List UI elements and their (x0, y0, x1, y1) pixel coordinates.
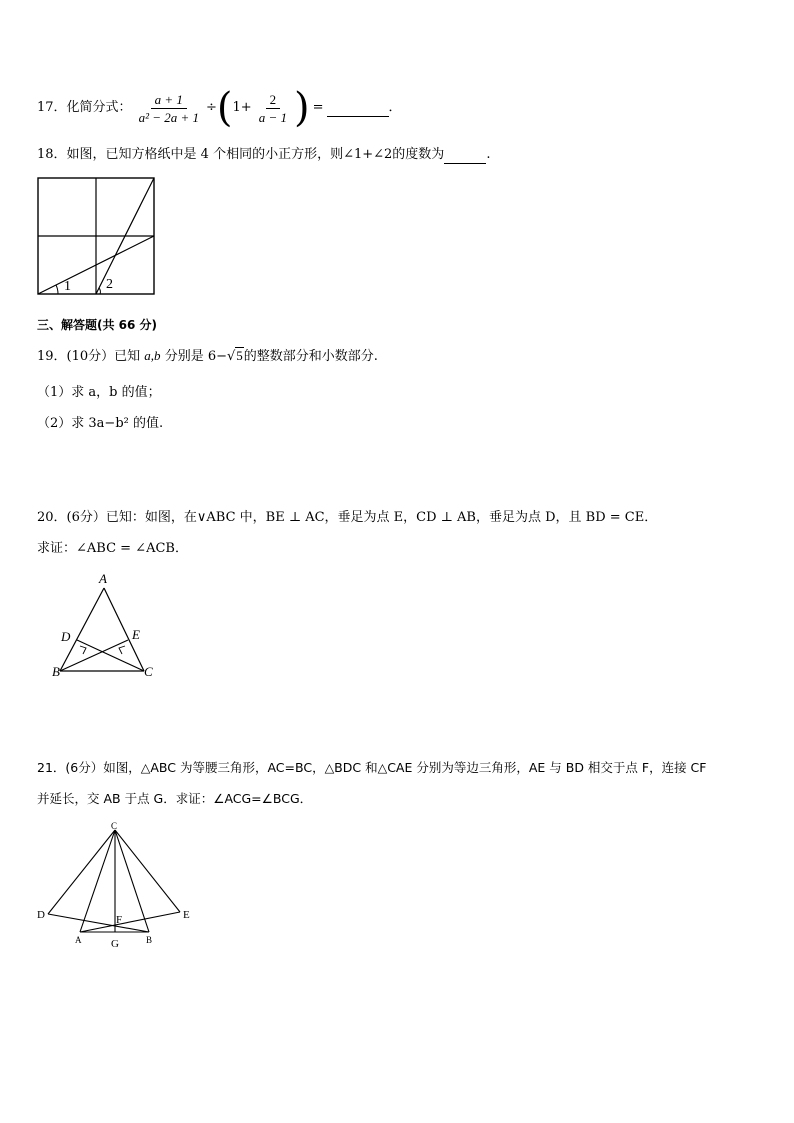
q20-line-2: 求证：∠ABC = ∠ACB． (37, 541, 188, 556)
q17-right-paren: ) (293, 85, 310, 131)
q19-vars: a,b (144, 348, 161, 363)
label-A: A (75, 935, 82, 945)
q19-mid: 分别是 6− (164, 349, 227, 364)
q17-fraction-2-numerator: 2 (266, 91, 281, 109)
segment-CD (77, 640, 144, 671)
label-F: F (116, 914, 123, 926)
angle-2-arc (99, 288, 100, 294)
label-D: D (37, 909, 45, 921)
label-C: C (111, 821, 118, 831)
q18-text: 18．如图，已知方格纸中是 4 个相同的小正方形，则∠1+∠2的度数为 (37, 147, 445, 162)
label-E: E (183, 909, 190, 921)
q19-sqrt: √5 (226, 348, 243, 364)
q20-triangle-figure (48, 568, 163, 683)
q17-answer-blank (327, 100, 389, 117)
question-19 (37, 347, 378, 366)
q21-line-2: 并延长，交 AB 于点 G．求证：∠ACG=∠BCG． (37, 791, 313, 806)
q17-end-mark: ． (388, 100, 402, 115)
q17-fraction-1-numerator: a + 1 (151, 91, 187, 109)
q17-label: 化简分式： (66, 100, 132, 115)
q19-radicand: 5 (236, 348, 243, 363)
label-E: E (132, 627, 140, 642)
label-D: D (61, 629, 71, 644)
q18-grid-figure (37, 177, 157, 297)
label-B: B (52, 664, 60, 679)
q17-fraction-2-denominator: a − 1 (258, 109, 287, 125)
q17-fraction-1-denominator: a² − 2a + 1 (138, 109, 200, 125)
right-angle-mark-E (119, 646, 125, 654)
label-A: A (99, 571, 107, 586)
q19-subquestion-1: （1）求 a，b 的值； (37, 385, 161, 400)
q21-figure (34, 820, 194, 952)
segment-DB (48, 914, 149, 932)
segment-CA (80, 830, 115, 932)
segment-CE (115, 830, 180, 912)
q17-division-sign: ÷ (206, 100, 217, 115)
q18-end-mark: . (486, 147, 491, 162)
label-C: C (144, 664, 153, 679)
label-G: G (111, 938, 119, 950)
q18-answer-blank (444, 149, 486, 164)
angle-1-label: 1 (64, 279, 71, 294)
question-18 (37, 146, 490, 164)
section-3-heading: 三、解答题(共 66 分) (37, 318, 158, 332)
q19-prefix: 19．(10分）已知 (37, 349, 141, 364)
angle-2-label: 2 (106, 277, 113, 292)
q17-fraction-1 (135, 91, 203, 126)
angle-1-arc (56, 285, 58, 294)
question-17 (37, 86, 402, 130)
q19-suffix: 的整数部分和小数部分. (243, 349, 378, 364)
q17-number: 17． (37, 100, 67, 115)
q17-left-paren: ( (216, 85, 233, 131)
q17-fraction-2 (255, 91, 291, 126)
q19-subquestion-2: （2）求 3a−b² 的值. (37, 416, 164, 431)
q20-line-1: 20．(6分）已知：如图，在∨ABC 中，BE ⊥ AC，垂足为点 E，CD ⊥ AB，垂足为点 D，且 BD = CE． (37, 510, 658, 525)
segment-BE (60, 640, 128, 671)
right-angle-mark-D (80, 646, 86, 654)
q21-line-1: 21．(6分）如图，△ABC 为等腰三角形，AC=BC，△BDC 和△CAE 分别为等边三角形，AE 与 BD 相交于点 F，连接 CF (37, 760, 707, 775)
label-B: B (146, 935, 153, 945)
q17-equals: = (312, 100, 324, 115)
q17-one-plus: 1+ (232, 100, 252, 115)
segment-CD (48, 830, 115, 914)
